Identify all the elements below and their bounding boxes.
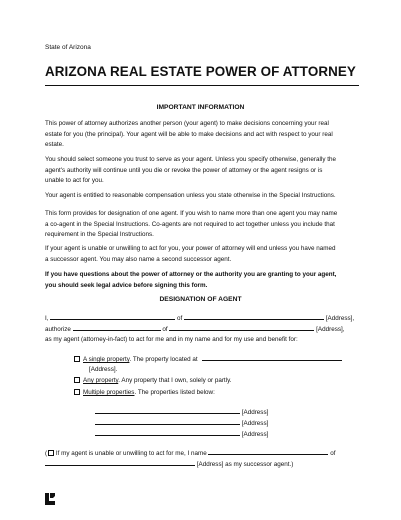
successor-address-label: [Address] as my successor agent.) [196,461,294,468]
paragraph-line: unable to act for you. [45,177,104,185]
property-address-row [95,418,268,428]
info-paragraph-4 [45,209,361,241]
address-label: [Address], [325,315,355,322]
info-paragraph-1 [45,119,361,151]
address-label: [Address] [241,431,269,438]
info-paragraph-5 [45,244,361,265]
property-address-field[interactable] [95,418,240,425]
single-property-address-field[interactable] [202,354,342,361]
state-label: State of Arizona [45,44,91,51]
of-label: of [330,450,336,457]
of-label: of [162,326,168,333]
successor-address-field[interactable] [45,459,195,466]
multiple-properties-description: . The properties listed below: [134,389,215,396]
agent-authority-line: as my agent (attorney-in-fact) to act for me and in my name and for my use and benefit for: [45,336,298,343]
document-title: ARIZONA REAL ESTATE POWER OF ATTORNEY [45,64,356,79]
successor-agent-text: If my agent is unable or unwilling to act for me, I name [54,450,207,457]
property-address-row [95,429,268,439]
of-label: of [177,315,183,322]
single-property-label: A single property [83,356,130,363]
agent-line [45,324,345,334]
agent-address-field[interactable] [169,324,314,331]
info-paragraph-2 [45,155,361,187]
authorize-label: authorize [45,326,71,333]
paragraph-line: estate. [45,141,64,149]
principal-line [45,313,354,323]
successor-agent-line [45,448,335,458]
any-property-description: . Any property that I own, solely or partly. [118,377,232,384]
any-property-label: Any property [83,377,119,384]
paragraph-line: This form provides for designation of one agent. If you wish to name more than one agent you may name [45,210,338,217]
multiple-properties-label: Multiple properties [83,389,135,396]
single-property-description: . The property located at [129,356,198,363]
principal-address-field[interactable] [184,313,324,320]
designation-of-agent-heading: DESIGNATION OF AGENT [159,296,242,303]
address-label: [Address], [316,326,345,333]
successor-name-field[interactable] [208,448,328,455]
any-property-option [74,376,232,385]
successor-address-line [45,459,293,469]
agent-name-field[interactable] [73,324,161,331]
address-label: [Address] [241,409,269,416]
paragraph-line: If you have questions about the power of attorney or the authority you are granting to your agent, [45,271,337,278]
open-paren: ( [45,450,48,457]
address-label: [Address] [241,420,269,427]
paragraph-line: You should select someone you trust to serve as your agent. Unless you specify otherwise, generally the [45,156,336,163]
paragraph-line: agent's authority will continue until you die or revoke the power of attorney or the agent resigns or is [45,166,323,174]
single-property-address-label: [Address]. [89,366,118,373]
paragraph-line: you should seek legal advice before signing this form. [45,281,208,289]
paragraph-line: a co-agent in the Special Instructions. Co-agents are not required to act together unless you include that [45,220,335,228]
paragraph-line: This power of attorney authorizes another person (your agent) to make decisions concerning your real [45,120,329,127]
principal-prefix: I, [45,315,49,322]
info-paragraph-3 [45,191,361,202]
any-property-checkbox[interactable] [74,377,80,383]
title-divider [45,85,359,86]
paragraph-line: estate for you (the principal). Your agent will be able to make decisions and act with respect to your real [45,130,333,138]
single-property-checkbox[interactable] [74,356,80,362]
multiple-properties-option [74,388,215,397]
property-address-field[interactable] [95,429,240,436]
important-information-heading: IMPORTANT INFORMATION [156,104,245,111]
property-address-field[interactable] [95,407,240,414]
paragraph-line: requirement in the Special Instructions. [45,231,154,239]
property-address-row [95,407,268,417]
paragraph-line: Your agent is entitled to reasonable compensation unless you state otherwise in the Special Instructions. [45,192,336,199]
paragraph-line: If your agent is unable or unwilling to act for you, your power of attorney will end unless you have named [45,245,336,252]
paragraph-line: a successor agent. You may also name a second successor agent. [45,255,232,263]
single-property-option [74,354,342,364]
brand-logo-icon [45,493,55,505]
principal-name-field[interactable] [50,313,175,320]
legal-advice-paragraph [45,270,361,291]
multiple-properties-checkbox[interactable] [74,389,80,395]
